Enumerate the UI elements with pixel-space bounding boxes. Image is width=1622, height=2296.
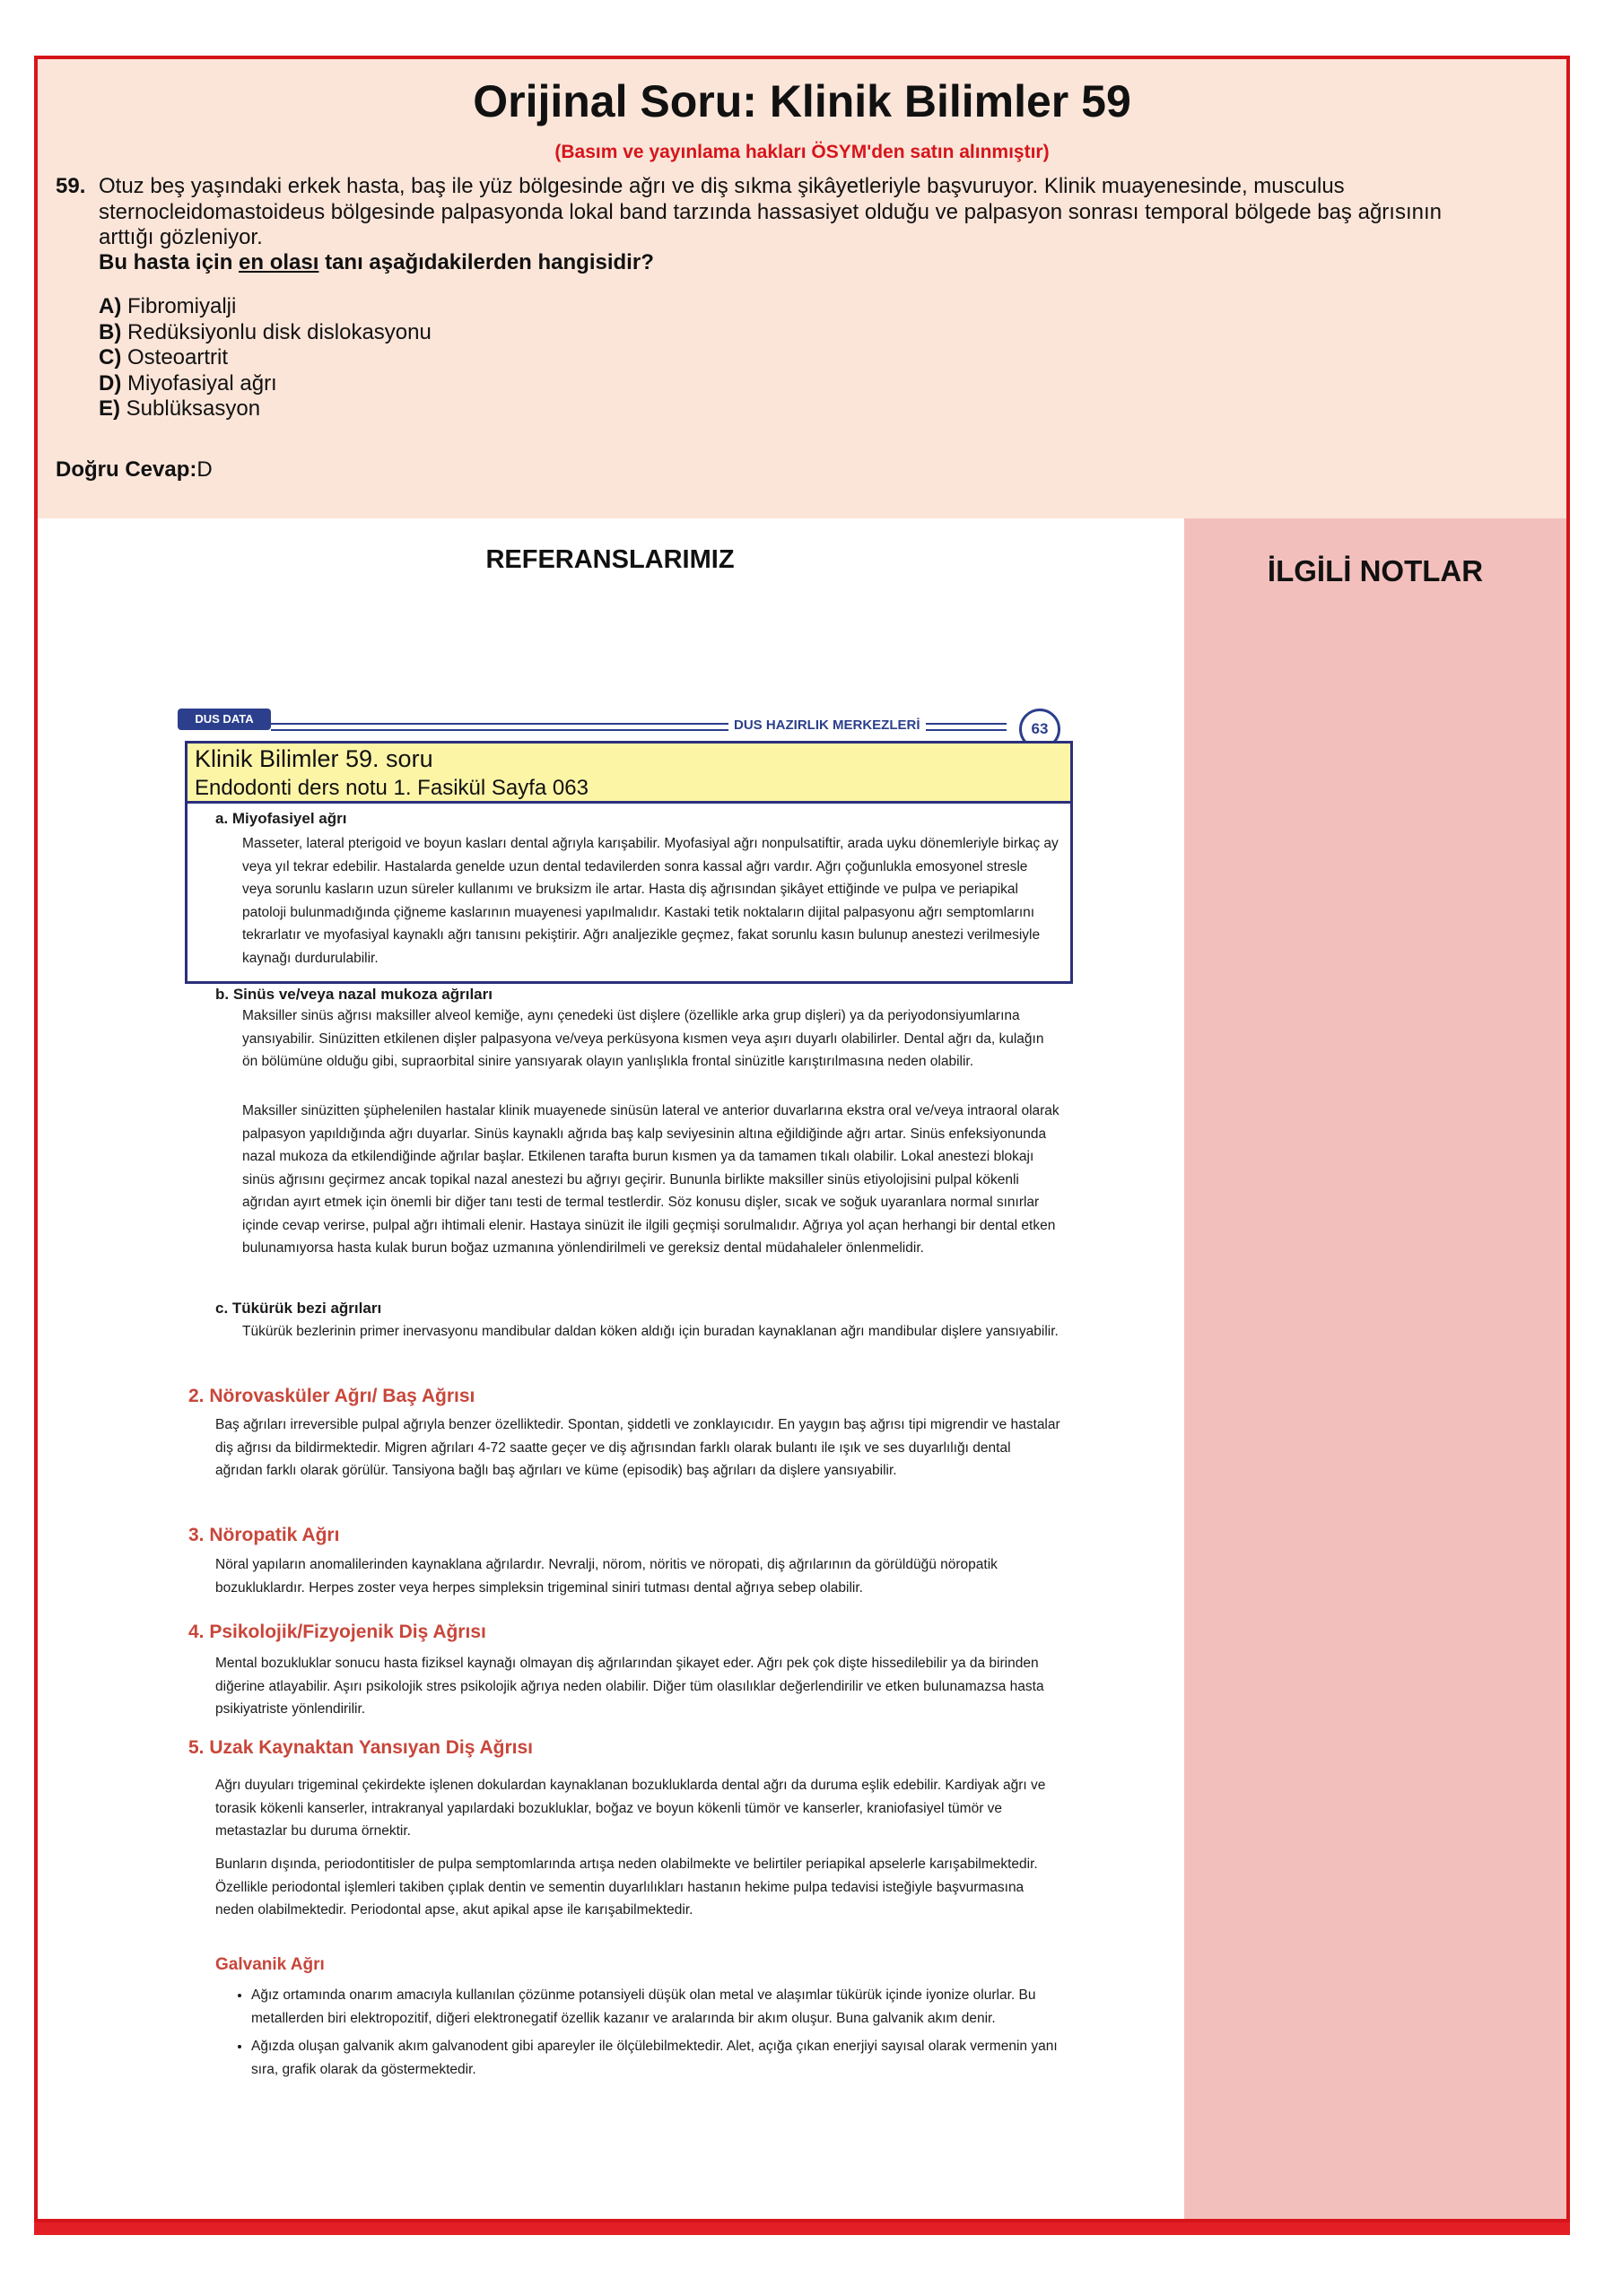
book-header-text: DUS HAZIRLIK MERKEZLERİ	[728, 718, 926, 733]
copyright-note: (Basım ve yayınlama hakları ÖSYM'den satın alınmıştır)	[554, 142, 1050, 162]
section-5-text-1: Ağrı duyuları trigeminal çekirdekte işlenen dokulardan kaynaklanan bozukluklarda dental ağrı da duruma eşlik edebilir. Kardiyak ağrı ve torasik kökenli kanserler, intrakranyal yapılardaki bozukluklar, boğaz ve boyun kökenli tümör ve kanserler, kraniofasiyel tümör ve metastazlar bu duruma örnektir.	[215, 1778, 1046, 1839]
section-5-title: 5. Uzak Kaynaktan Yansıyan Diş Ağrısı	[188, 1737, 534, 1758]
section-4-title: 4. Psikolojik/Fizyojenik Diş Ağrısı	[188, 1622, 486, 1642]
section-3-text: Nöral yapıların anomalilerinden kaynaklana ağrılardır. Nevralji, nörom, nöritis ve nöropati, diş ağrılarının da görüldüğü nöropatik bozukluklardır. Herpes zoster veya herpes simpleksin trigeminal siniri tutması dental ağrıya sebep olabilir.	[215, 1557, 998, 1596]
question-title: Orijinal Soru: Klinik Bilimler 59	[473, 76, 1131, 126]
question-text: Otuz beş yaşındaki erkek hasta, baş ile yüz bölgesinde ağrı ve diş sıkma şikâyetleriyle başvuruyor. Klinik muayenesinde, musculus sternocleidomastoideus bölgesinde palpasyonda lokal band tarzında hassasiyet olduğu ve palpasyon sonrası temporal bölgede baş ağrısının arttığı gözleniyor.	[99, 174, 1442, 249]
section-c-title: c. Tükürük bezi ağrıları	[215, 1300, 382, 1317]
question-number: 59.	[56, 174, 86, 198]
section-3-title: 3. Nöropatik Ağrı	[188, 1525, 340, 1545]
section-b-title: b. Sinüs ve/veya nazal mukoza ağrıları	[215, 986, 493, 1003]
galvanic-bullet-1: • Ağız ortamında onarım amacıyla kullanılan çözünme potansiyeli düşük olan metal ve alaşımlar tükürük içinde iyonize olurlar. Bu metallerden biri elektropozitif, diğeri elektronegatif özellik kazanır ve aralarında bir akım oluşur. Buna galvanik akım denir.	[251, 1984, 1060, 2030]
section-5-text-2: Bunların dışında, periodontitisler de pulpa semptomlarında artışa neden olabilmekte ve belirtiler periapikal apselerle karışabilmektedir. Özellikle periodontal işlemleri takiben çıplak dentin ve sementin duyarlılıkları hastanın hekime pulpa tedavisi isteğiyle başvurmasına neden olabilmektedir. Periodontal apse, akut apikal apse ile karışabilmektedir.	[215, 1857, 1038, 1918]
question-prompt-emphasis: en olası	[239, 250, 319, 274]
option-e: E) Sublüksasyon	[99, 396, 261, 421]
question-prompt: Bu hasta için en olası tanı aşağıdakilerden hangisidir?	[99, 250, 654, 274]
reference-line-1: Klinik Bilimler 59. soru	[195, 745, 433, 772]
section-a-title: a. Miyofasiyel ağrı	[215, 810, 347, 827]
option-d: D) Miyofasiyal ağrı	[99, 370, 277, 396]
section-2-text: Baş ağrıları irreversible pulpal ağrıyla benzer özelliktedir. Spontan, şiddetli ve zonklayıcıdır. En yaygın baş ağrısı tipi migrendir ve hastalar diş ağrısı da bildirmektedir. Migren ağrıları 4-72 saatte geçer ve diş ağrısından farklı olarak bulantı ile ışık ve ses duyarlılığı dental ağrıdan farklı olarak görülür. Tansiyona bağlı baş ağrıları ve küme (episodik) baş ağrıları da dişlere yansıyabilir.	[215, 1417, 1060, 1478]
book-logo: DUS DATA	[178, 709, 271, 730]
galvanic-title: Galvanik Ağrı	[215, 1955, 325, 1974]
references-title: REFERANSLARIMIZ	[485, 545, 735, 574]
reference-line-2: Endodonti ders notu 1. Fasikül Sayfa 063	[195, 776, 589, 800]
section-b-text-1: Maksiller sinüs ağrısı maksiller alveol kemiğe, aynı çenedeki üst dişlere (özellikle arka grup dişleri) ya da periyodonsiyumlarına yansıyabilir. Sinüzitten etkilenen dişler palpasyona ve/veya perküsyona kısmen veya aşırı duyarlı olabilirler. Dental ağrı da, kulağın ön bölümüne olduğu gibi, supraorbital sinire yansıyarak olayın yanlışlıkla frontal sinüzitle karıştırılmasına neden olabilir.	[242, 1008, 1044, 1069]
bottom-bar	[34, 2222, 1570, 2235]
section-2-title: 2. Nörovasküler Ağrı/ Baş Ağrısı	[188, 1386, 475, 1406]
option-b: B) Redüksiyonlu disk dislokasyonu	[99, 319, 432, 344]
option-c: C) Osteoartrit	[99, 345, 229, 370]
option-a: A) Fibromiyalji	[99, 294, 237, 318]
section-c-text: Tükürük bezlerinin primer inervasyonu mandibular daldan köken aldığı için buradan kaynaklanan ağrı mandibular dişlere yansıyabilir.	[242, 1324, 1059, 1339]
section-b-text-2: Maksiller sinüzitten şüphelenilen hastalar klinik muayenede sinüsün lateral ve anterior duvarlarına ekstra oral ve/veya intraoral olarak palpasyon yapıldığında ağrı duyarlar. Sinüs kaynaklı ağrıda baş kalp seviyesinin altına eğildiğinde ağrı artar. Sinüs enfeksiyonunda nazal mukoza da etkilendiğinde ağrılar başlar. Etkilenen tarafta burun kısmen ya da tamamen tıkalı olabilir. Lokal anestezi blokajı sinüs ağrısını geçirmez ancak topikal nazal anestezi bu ağrıyı geçirir. Bununla birlikte maksiller sinüs etiyolojisini pulpal kökenli ağrıdan ayırt etmek için önemli bir diğer tanı testi de termal testlerdir. Söz konusu dişler, sıcak ve soğuk uyaranlara normal sınırlar içinde cevap verirse, pulpal ağrı ihtimali elenir. Hastaya sinüzit ile ilgili geçmişi sorulmalıdır. Ağrıya yol açan herhangi bir dental etken bulunamıyorsa hasta kulak burun boğaz uzmanına yönlendirilmeli ve gereksiz dental müdahaleler önlenmelidir.	[242, 1103, 1060, 1256]
section-a-text: Masseter, lateral pterigoid ve boyun kasları dental ağrıyla karışabilir. Myofasiyal ağrı nonpulsatiftir, arada uyku dönemleriyle birkaç ay veya yıl tekrar edebilir. Hastalarda genelde uzun dental tedavilerden sonra kassal ağrı vardır. Ağrı çoğunlukla emosyonel stresle veya sorunlu kasların uzun süreler kullanımı ve bruksizm ile artar. Hasta diş ağrısından şikâyet ettiğinde ve pulpa ve periapikal patoloji bulunmadığında çiğneme kaslarının muayenesi yapılmalıdır. Kastaki tetik noktaların dijital palpasyonu ağrı semptomlarını tekrarlatır ve myofasiyal kaynaklı ağrı tanısını pekiştirir. Ağrı analjezikle geçmez, fakat sorunlu kasın bulunup anestezi verilmesiyle kaynağı durdurulabilir.	[242, 836, 1059, 966]
page-frame	[34, 56, 1570, 2222]
correct-answer: Doğru Cevap:D	[56, 457, 213, 482]
section-4-text: Mental bozukluklar sonucu hasta fiziksel kaynağı olmayan diş ağrılarından şikayet eder. Ağrı pek çok dişte hissedilebilir ya da birinden diğerine atlayabilir. Aşırı psikolojik stres psikolojik ağrıya neden olabilir. Diğer tüm olasılıklar değerlendirilir ve etken bulunamazsa hasta psikiyatriste yönlendirilir.	[215, 1656, 1044, 1717]
galvanic-bullet-2: • Ağızda oluşan galvanik akım galvanodent gibi apareyler ile ölçülebilmektedir. Alet, açığa çıkan enerjiyi sayısal olarak vermenin yanı sıra, grafik olarak da göstermektedir.	[251, 2035, 1060, 2081]
book-page-number: 63	[1019, 709, 1060, 750]
notes-title: İLGİLİ NOTLAR	[1267, 554, 1484, 587]
